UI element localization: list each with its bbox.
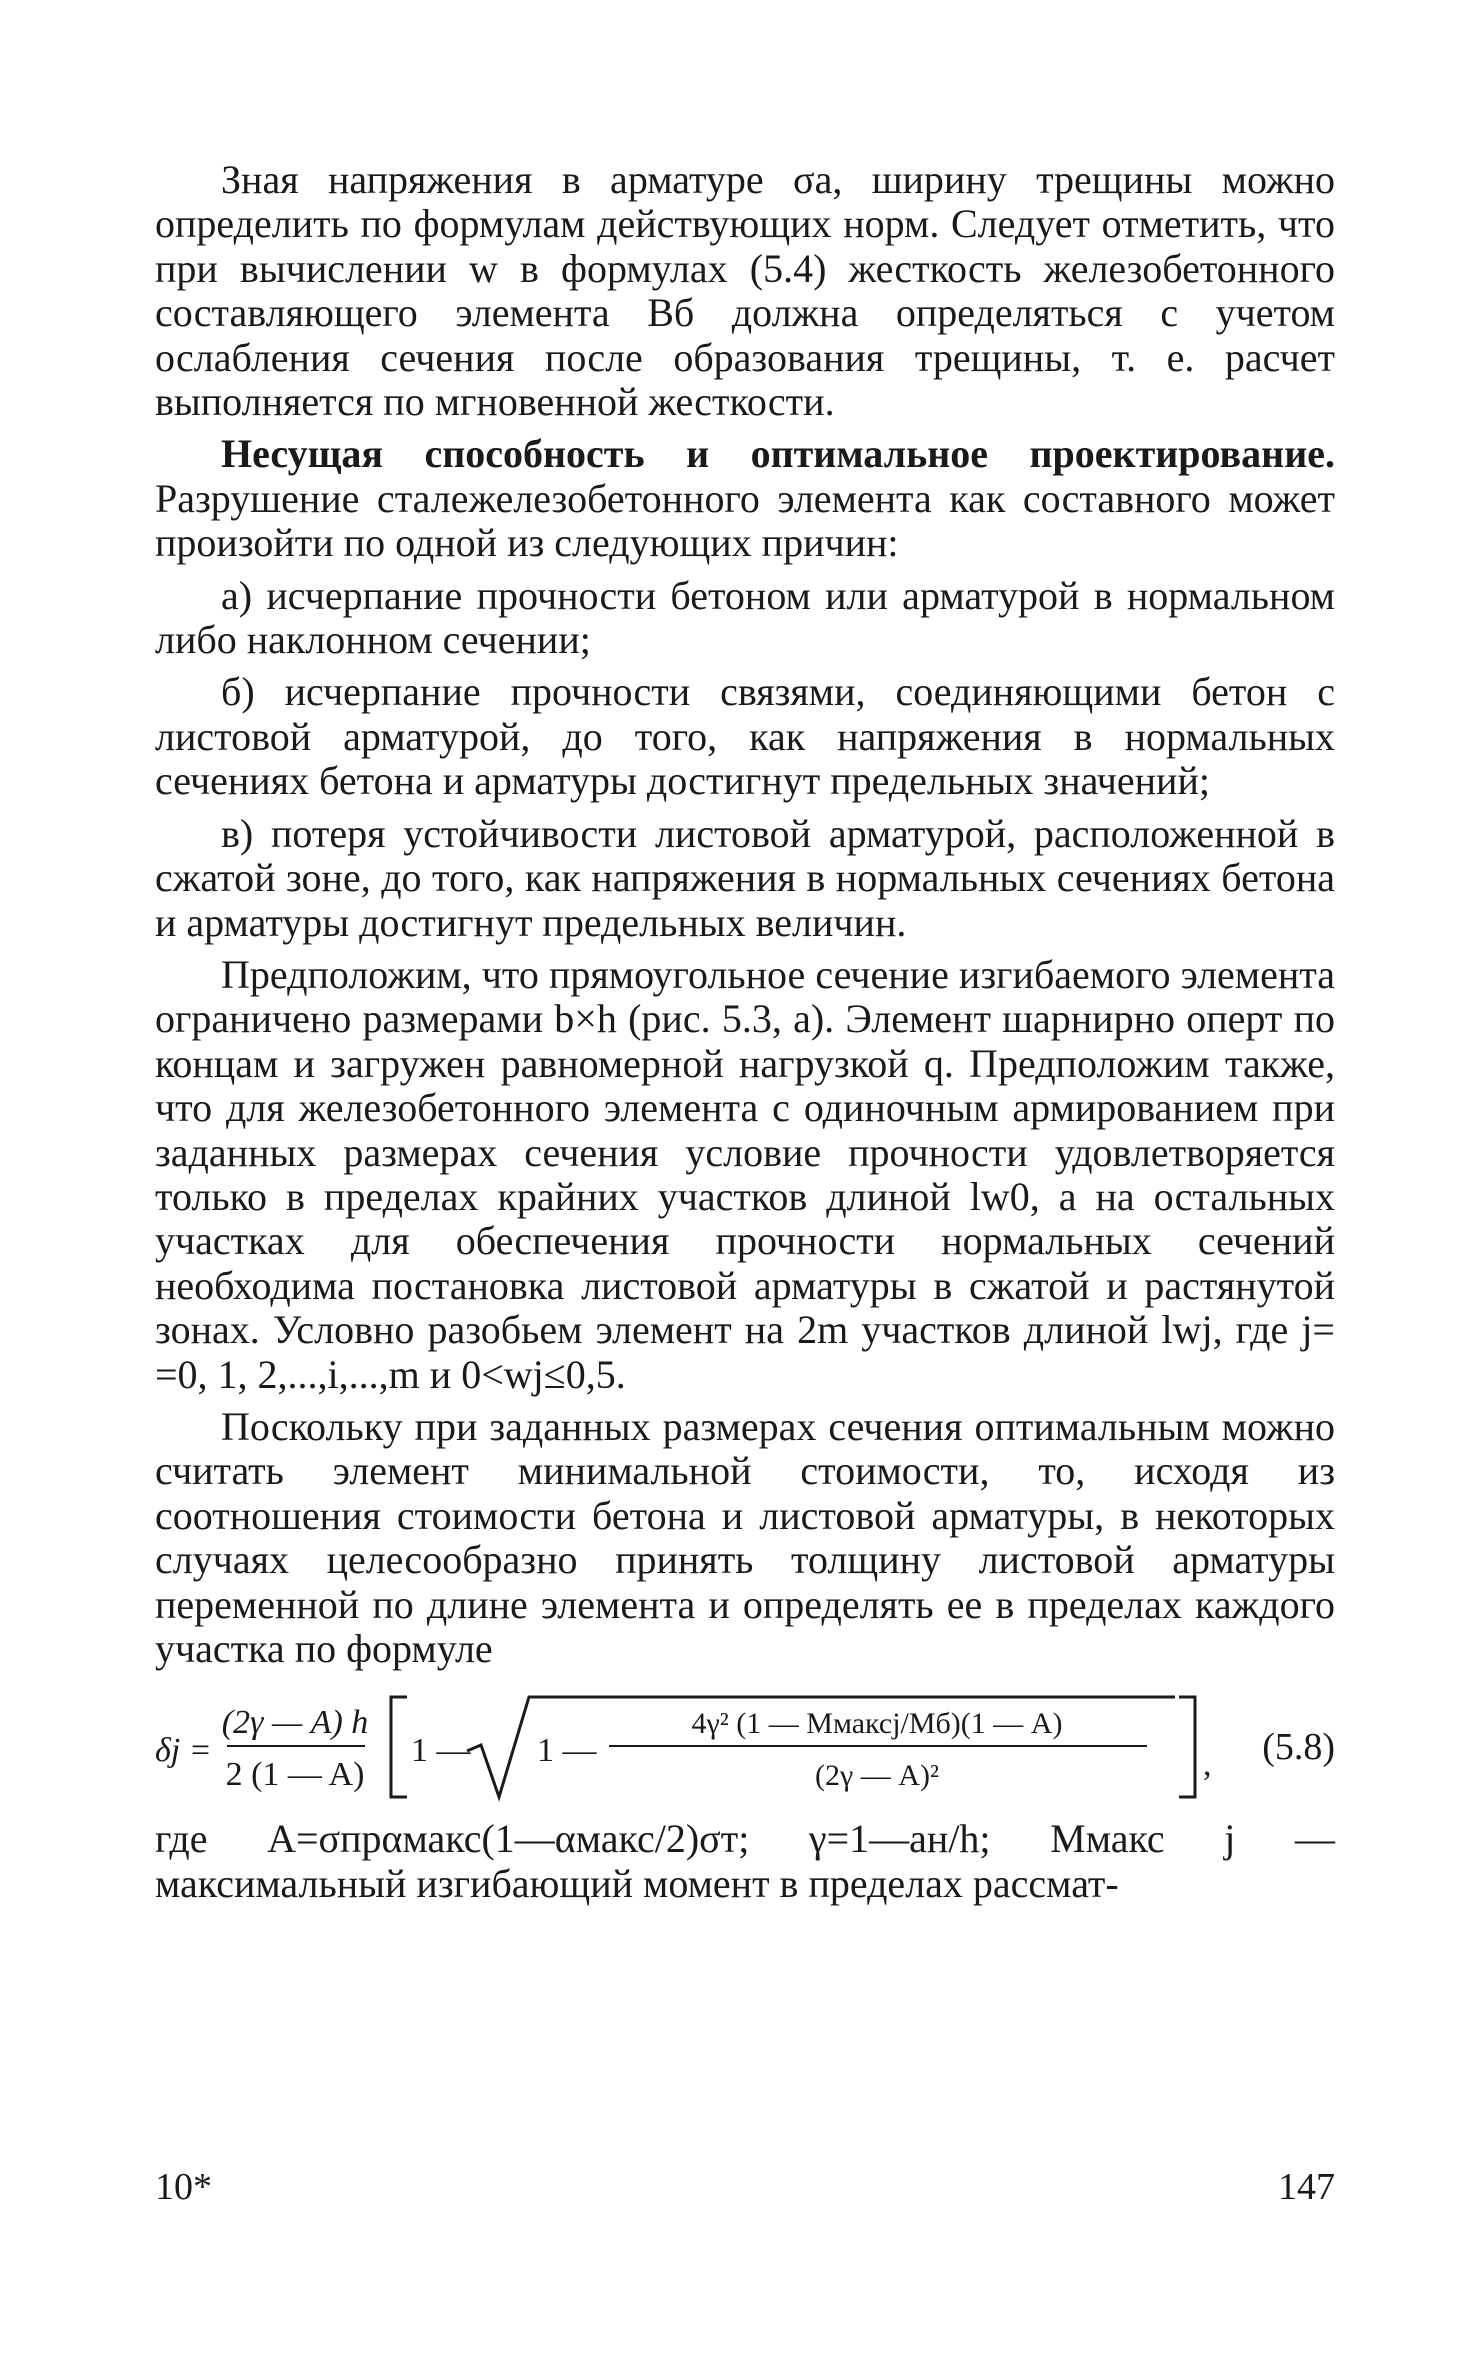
paragraph-4: Поскольку при заданных размерах сечения оптимальным можно считать элемент минимальной стоимости, то, исходя из соотношения стоимости бетона и листовой арматуры, в некоторых случаях целесообразно принять толщину листовой арматуры переменной по длине элемента и определять ее в пределах каждого участка по формуле: [155, 1403, 1335, 1671]
paragraph-1: Зная напряжения в арматуре σа, ширину трещины можно определить по формулам действующих норм. Следует отметить, что при вычислении w в формулах (5.4) жесткость железобетонного составляющего элемента Bб должна определяться с учетом ослабления сечения после образования трещины, т. е. расчет выполняется по мгновенной жесткости.: [155, 157, 1335, 425]
fraction-2-numerator: 4γ² (1 — Mмаксj/Mб)(1 — A): [691, 1707, 1063, 1741]
paragraph-3: Предположим, что прямоугольное сечение изгибаемого элемента ограничено размерами b×h (рис. 5.3, а). Элемент шарнирно оперт по концам и загружен равномерной нагрузкой q. Предположим также, что для железобетонного элемента с одиночным армированием при заданных размерах сечения условие прочности удовлетворяется только в пределах крайних участков длиной lw0, а на остальных участках для обеспечения прочности нормальных сечений необходима постановка листовой арматуры в сжатой и растянутой зонах. Условно разобьем элемент на 2m участков длиной lwj, где j= =0, 1, 2,...,i,...,m и 0<wj≤0,5.: [155, 951, 1335, 1397]
fraction-1-numerator: (2γ — A) h: [221, 1704, 369, 1742]
list-item-a: а) исчерпание прочности бетоном или арматурой в нормальном либо наклонном сечении;: [155, 572, 1335, 663]
formula-5-8: [155, 1689, 1335, 1809]
section-heading: Несущая способность и оптимальное проектирование.: [221, 431, 1335, 477]
fraction-1-denominator: 2 (1 — A): [225, 1756, 365, 1794]
formula-lhs: δj =: [155, 1732, 212, 1770]
formula-comma: ,: [1203, 1746, 1212, 1784]
page-body: [155, 158, 1335, 1906]
paragraph-5: где A=σпрαмакс(1—αмакс/2)σт; γ=1—aн/h; Mмакс j — максимальный изгибающий момент в пределах рассмат-: [155, 1816, 1335, 1906]
formula-number: (5.8): [1262, 1726, 1335, 1769]
signature-mark: 10*: [155, 2166, 212, 2208]
formula-graphic: [155, 1689, 1235, 1809]
paragraph-2-text: Разрушение сталежелезобетонного элемента как составного может произойти по одной из следующих причин:: [155, 475, 1335, 566]
root-term: 1 —: [537, 1732, 597, 1770]
list-item-b: б) исчерпание прочности связями, соединяющими бетон с листовой арматурой, до того, как напряжения в нормальных сечениях бетона и арматуры достигнут предельных значений;: [155, 669, 1335, 804]
right-bracket: [1179, 1697, 1195, 1797]
page-number: 147: [1278, 2166, 1335, 2208]
bracket-term: 1 —: [411, 1732, 471, 1770]
paragraph-2: [155, 432, 1335, 565]
left-bracket: [391, 1697, 407, 1797]
list-item-v: в) потеря устойчивости листовой арматурой, расположенной в сжатой зоне, до того, как напряжения в нормальных сечениях бетона и арматуры достигнут предельных величин.: [155, 810, 1335, 945]
fraction-2-denominator: (2γ — A)²: [815, 1759, 939, 1793]
